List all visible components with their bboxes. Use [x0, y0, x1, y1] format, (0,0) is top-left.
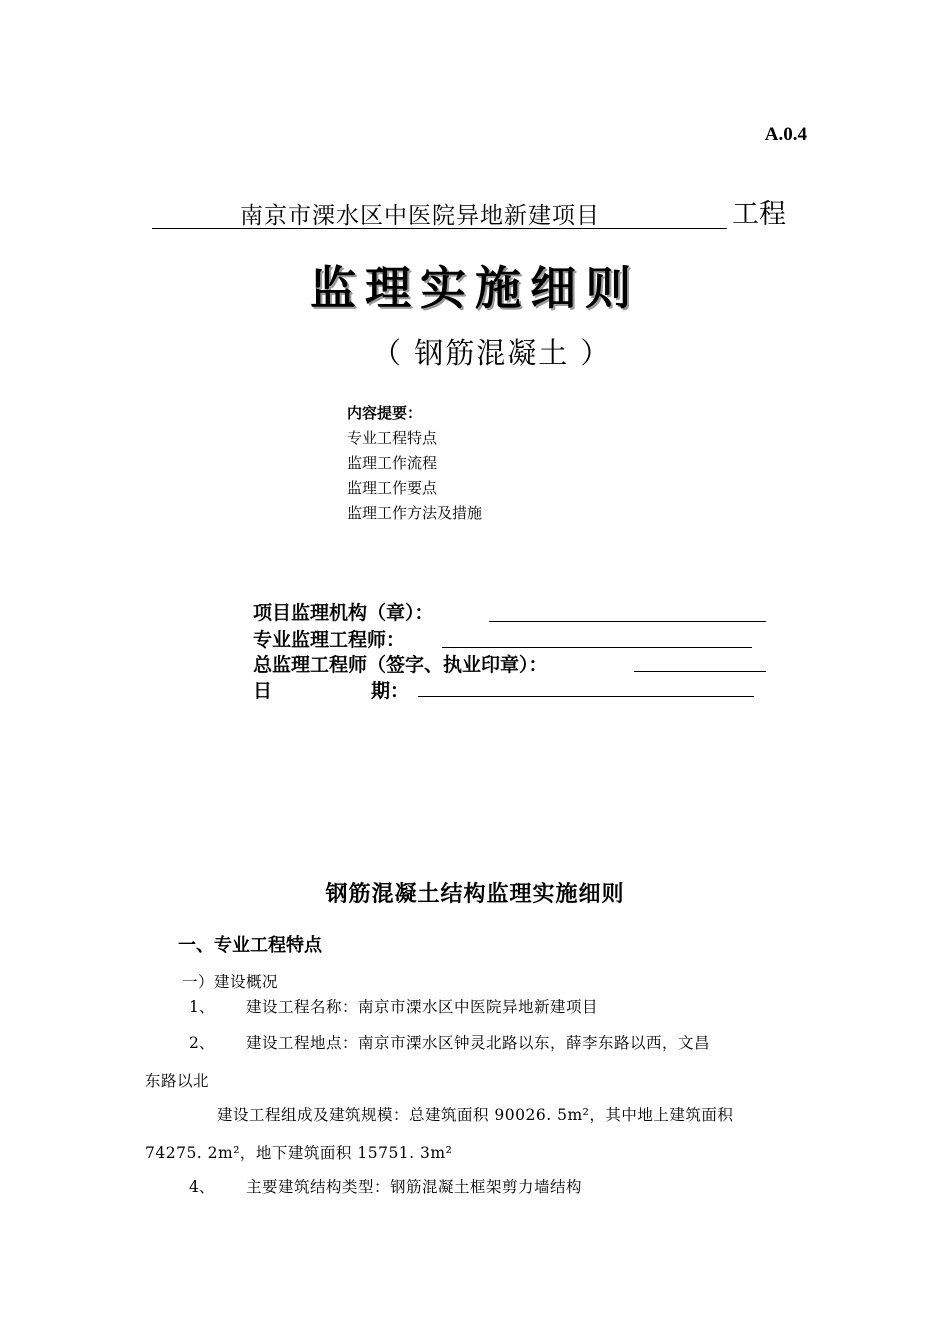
summary-item: 监理工作方法及措施 [347, 504, 483, 522]
item-text: 建设工程地点：南京市溧水区钟灵北路以东，薛李东路以西，文昌 [246, 1034, 711, 1052]
sign-engineer-label: 专业监理工程师： [253, 629, 406, 651]
item-text: 建设工程组成及建筑规模：总建筑面积 90026. 5m²，其中地上建筑面积 [217, 1106, 734, 1124]
summary-item: 监理工作流程 [347, 454, 438, 472]
body-title: 钢筋混凝土结构监理实施细则 [325, 881, 625, 907]
summary-item: 专业工程特点 [347, 429, 438, 447]
subsection-heading: 一）建设概况 [182, 973, 279, 991]
item-number: 1、 [189, 998, 215, 1016]
main-title: 监理实施细则 [310, 261, 640, 315]
sign-chief-line [634, 671, 766, 672]
section-heading: 一、专业工程特点 [178, 935, 322, 956]
sign-date-label-a: 日 [253, 680, 273, 702]
content-summary [347, 401, 482, 526]
item-number: 2、 [189, 1034, 215, 1052]
summary-item: 监理工作要点 [347, 479, 438, 497]
item-text: 主要建筑结构类型：钢筋混凝土框架剪力墙结构 [246, 1178, 583, 1196]
sign-engineer-line [442, 647, 752, 648]
item-text-continued: 东路以北 [145, 1072, 210, 1090]
subtitle: （ 钢筋混凝土 ） [372, 336, 612, 370]
sign-org-label: 项目监理机构（章）： [253, 602, 434, 624]
document-code: A.0.4 [764, 124, 807, 145]
sign-chief-label: 总监理工程师（签字、执业印章）： [253, 654, 548, 676]
summary-heading: 内容提要： [347, 404, 423, 422]
sign-org-line [489, 621, 766, 622]
project-suffix: 工程 [732, 199, 786, 230]
project-name: 南京市溧水区中医院异地新建项目 [240, 203, 600, 229]
item-text-continued: 74275. 2m²，地下建筑面积 15751. 3m² [145, 1144, 453, 1162]
sign-date-label-b: 期： [371, 680, 410, 702]
sign-date-line [418, 696, 754, 697]
item-text: 建设工程名称：南京市溧水区中医院异地新建项目 [246, 998, 599, 1016]
item-number: 4、 [189, 1178, 215, 1196]
